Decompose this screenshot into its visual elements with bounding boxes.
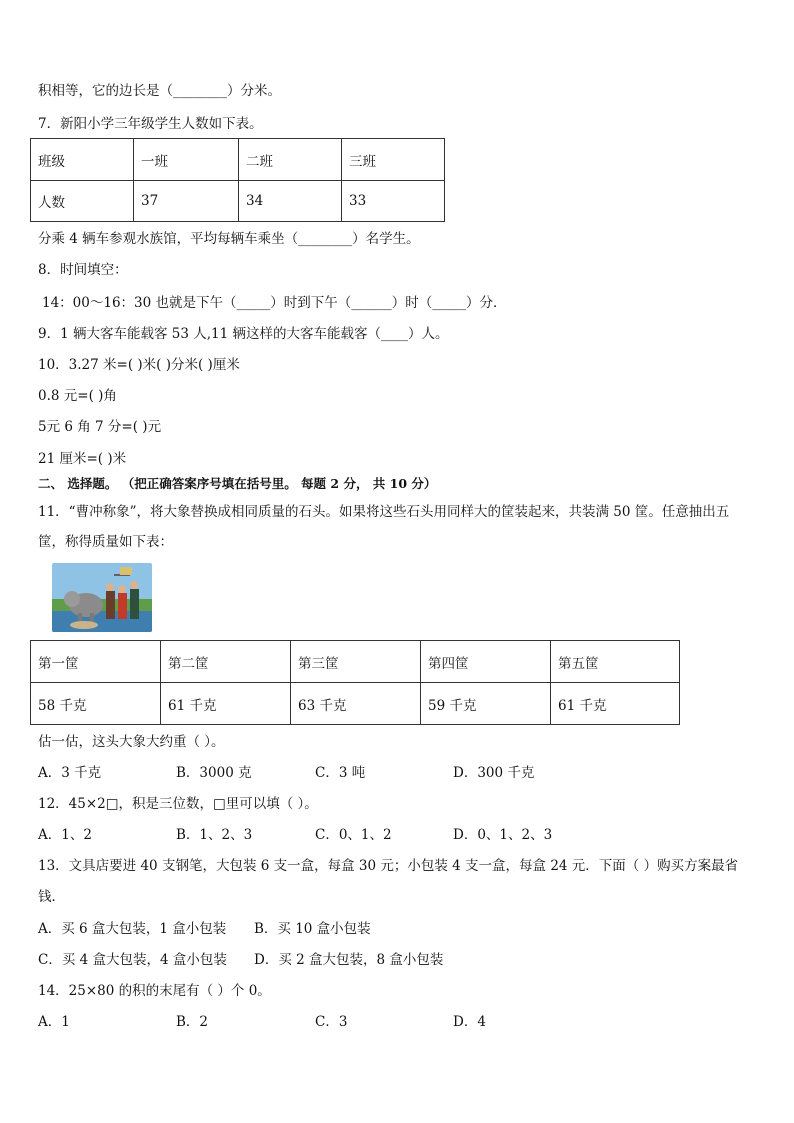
question-7-stem: 7．新阳小学三年级学生人数如下表。 [38,116,263,132]
option-c[interactable]: C．买 4 盒大包装，4 盒小包装 [38,952,227,968]
question-8-blank: 14：00～16：30 也就是下午（_____）时到下午（______）时（_____）分． [42,295,507,311]
table-header-cell: 班级 [31,139,134,181]
question-9: 9．1 辆大客车能载客 53 人,11 辆这样的大客车能载客（____）人。 [38,326,449,342]
option-a[interactable]: A．1、2 [38,827,92,843]
table-cell: 34 [239,181,342,222]
elephant-weighing-illustration [52,563,152,632]
question-11-ask: 估一估，这头大象大约重（ ）。 [38,734,225,750]
option-b[interactable]: B．3000 克 [176,765,252,781]
table-header-cell: 二班 [239,139,342,181]
question-10-a: 10．3.27 米=( )米( )分米( )厘米 [38,357,240,373]
table-header-cell: 一班 [134,139,239,181]
table-header-cell: 第五筐 [551,641,680,683]
table-cell: 33 [342,181,445,222]
option-b[interactable]: B．1、2、3 [176,827,253,843]
table-header-cell: 第四筐 [421,641,551,683]
class-count-table [30,138,445,222]
question-10-d: 21 厘米=( )米 [38,451,127,467]
table-cell: 61 千克 [161,683,291,725]
table-header-cell: 第一筐 [31,641,161,683]
option-a[interactable]: A．1 [38,1014,70,1030]
table-cell: 58 千克 [31,683,161,725]
table-header-cell: 三班 [342,139,445,181]
basket-weight-table [30,640,680,725]
question-11-stem: 11．“曹冲称象”，将大象替换成相同质量的石头。如果将这些石头用同样大的筐装起来，共装满 50 筐。任意抽出五 [38,504,730,520]
question-10-b: 0.8 元=( )角 [38,388,117,404]
option-d[interactable]: D．买 2 盒大包装，8 盒小包装 [254,952,444,968]
table-cell: 人数 [31,181,134,222]
question-11-stem-cont: 筐，称得质量如下表： [38,534,173,550]
question-13-stem-cont: 钱． [38,889,65,905]
option-a[interactable]: A．3 千克 [38,765,102,781]
option-c[interactable]: C．3 [315,1014,348,1030]
table-cell: 59 千克 [421,683,551,725]
table-cell: 61 千克 [551,683,680,725]
table-header-cell: 第二筐 [161,641,291,683]
option-b[interactable]: B．买 10 盒小包装 [254,921,371,937]
option-c[interactable]: C．3 吨 [315,765,366,781]
option-d[interactable]: D．0、1、2、3 [453,827,553,843]
question-12-stem: 12．45×2□，积是三位数，□里可以填（ ）。 [38,796,318,812]
option-c[interactable]: C．0、1、2 [315,827,392,843]
section-2-heading: 二、 选择题。 （把正确答案序号填在括号里。 每题 2 分， 共 10 分） [38,476,437,491]
question-7-blank: 分乘 4 辆车参观水族馆，平均每辆车乘坐（________）名学生。 [38,231,420,247]
option-a[interactable]: A．买 6 盒大包装，1 盒小包装 [38,921,227,937]
option-b[interactable]: B．2 [176,1014,209,1030]
question-13-stem: 13．文具店要进 40 支钢笔，大包装 6 支一盒，每盒 30 元；小包装 4 支一盒，每盒 24 元．下面（ ）购买方案最省 [38,858,739,874]
question-10-c: 5元 6 角 7 分=( )元 [38,419,162,435]
question-6-continuation: 积相等，它的边长是（________）分米。 [38,83,281,99]
table-cell: 63 千克 [291,683,421,725]
option-d[interactable]: D．300 千克 [453,765,535,781]
option-d[interactable]: D．4 [453,1014,486,1030]
table-cell: 37 [134,181,239,222]
question-14-stem: 14．25×80 的积的末尾有（ ）个 0。 [38,983,271,999]
question-8-stem: 8．时间填空： [38,262,128,278]
table-header-cell: 第三筐 [291,641,421,683]
